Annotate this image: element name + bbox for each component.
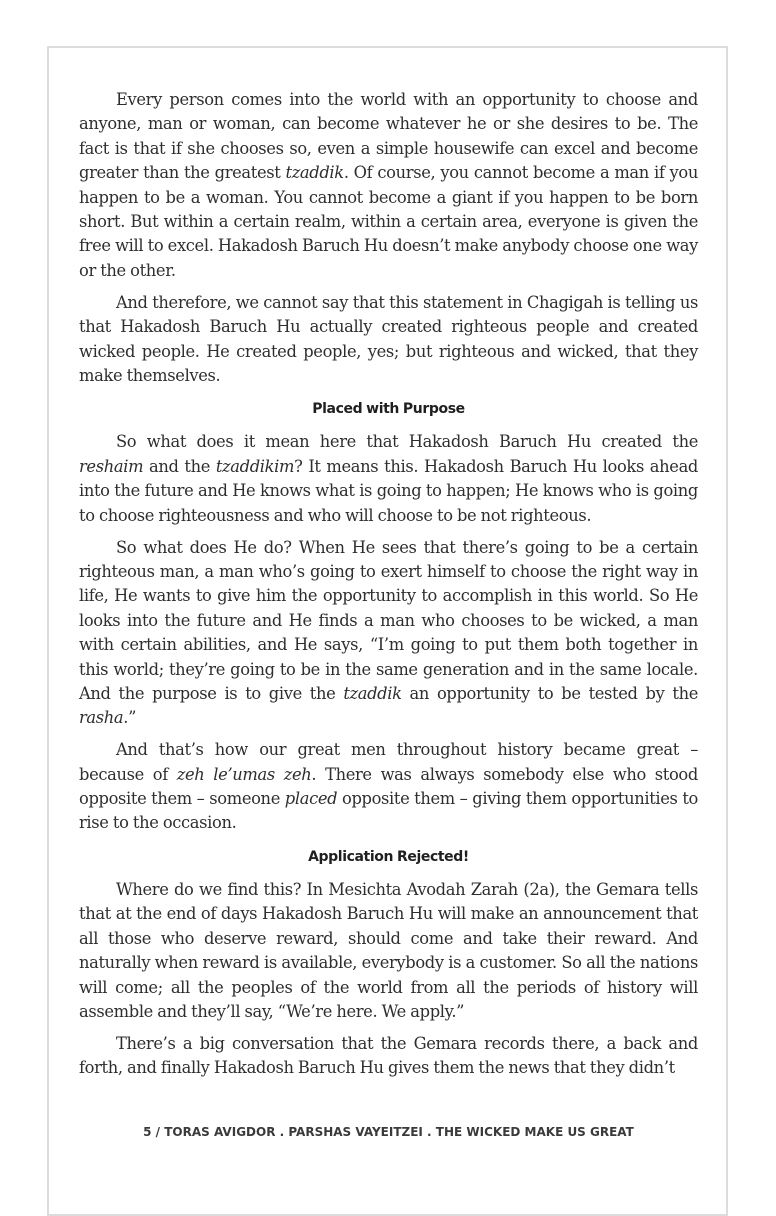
italic-term: zeh le’umas zeh — [176, 764, 312, 784]
italic-term: reshaim — [79, 456, 144, 476]
section-intro — [79, 88, 698, 388]
italic-term: tzaddikim — [215, 456, 295, 476]
italic-term: tzaddik — [343, 683, 402, 703]
section-placed-with-purpose — [79, 430, 698, 836]
body-paragraph: So what does it mean here that Hakadosh Baruch Hu created the reshaim and the tzaddikim? It means this. Hakadosh Baruch Hu looks ahead into the future and He knows what is going to happen; He knows who is going to choose righteousness and who will choose to be not righteous. — [79, 432, 698, 525]
page-body — [79, 88, 698, 1088]
body-paragraph: So what does He do? When He sees that there’s going to be a certain righteous man, a man who’s going to exert himself to choose the right way in life, He wants to give him the opportunity to accomplish in this world. So He looks into the future and He finds a man who chooses to be wicked, a man with certain abilities, and He says, “I’m going to put them both together in this world; they’re going to be in the same generation and in the same locale. And the purpose is to give the tzaddik an opportunity to be tested by the rasha.” — [79, 537, 698, 728]
italic-term: rasha — [79, 708, 124, 728]
section-application-rejected — [79, 878, 698, 1081]
body-paragraph: Every person comes into the world with an opportunity to choose and anyone, man or woman, can become whatever he or she desires to be. The fact is that if she chooses so, even a simple housewife can excel and become greater than the greatest tzaddik. Of course, you cannot become a man if you happen to be a woman. You cannot become a giant if you happen to be born short. But within a certain realm, within a certain area, everyone is given the free will to excel. Hakadosh Baruch Hu doesn’t make anybody choose one way or the other. — [79, 90, 698, 280]
page-footer: 5 / TORAS AVIGDOR . PARSHAS VAYEITZEI . THE WICKED MAKE US GREAT — [143, 1125, 634, 1139]
section-heading-application-rejected: Application Rejected! — [308, 848, 469, 865]
body-paragraph: There’s a big conversation that the Gemara records there, a back and forth, and finally Hakadosh Baruch Hu gives them the news that they didn’t — [79, 1033, 698, 1078]
italic-term: placed — [284, 789, 338, 809]
body-paragraph: And therefore, we cannot say that this statement in Chagigah is telling us that Hakadosh Baruch Hu actually created righteous people and created wicked people. He created people, yes; but righteous and wicked, that they make themselves. — [79, 292, 698, 385]
italic-term: tzaddik — [285, 163, 344, 183]
section-heading-placed-with-purpose: Placed with Purpose — [312, 401, 465, 418]
body-paragraph: Where do we find this? In Mesichta Avodah Zarah (2a), the Gemara tells that at the end of days Hakadosh Baruch Hu will make an announcement that all those who deserve reward, should come and take their reward. And naturally when reward is available, everybody is a customer. So all the nations will come; all the peoples of the world from all the periods of history will assemble and they’ll say, “We’re here. We apply.” — [79, 879, 698, 1021]
body-paragraph: And that’s how our great men throughout history became great – because of zeh le’umas zeh. There was always somebody else who stood opposite them – someone placed opposite them – giving them opportunities to rise to the occasion. — [79, 740, 698, 833]
